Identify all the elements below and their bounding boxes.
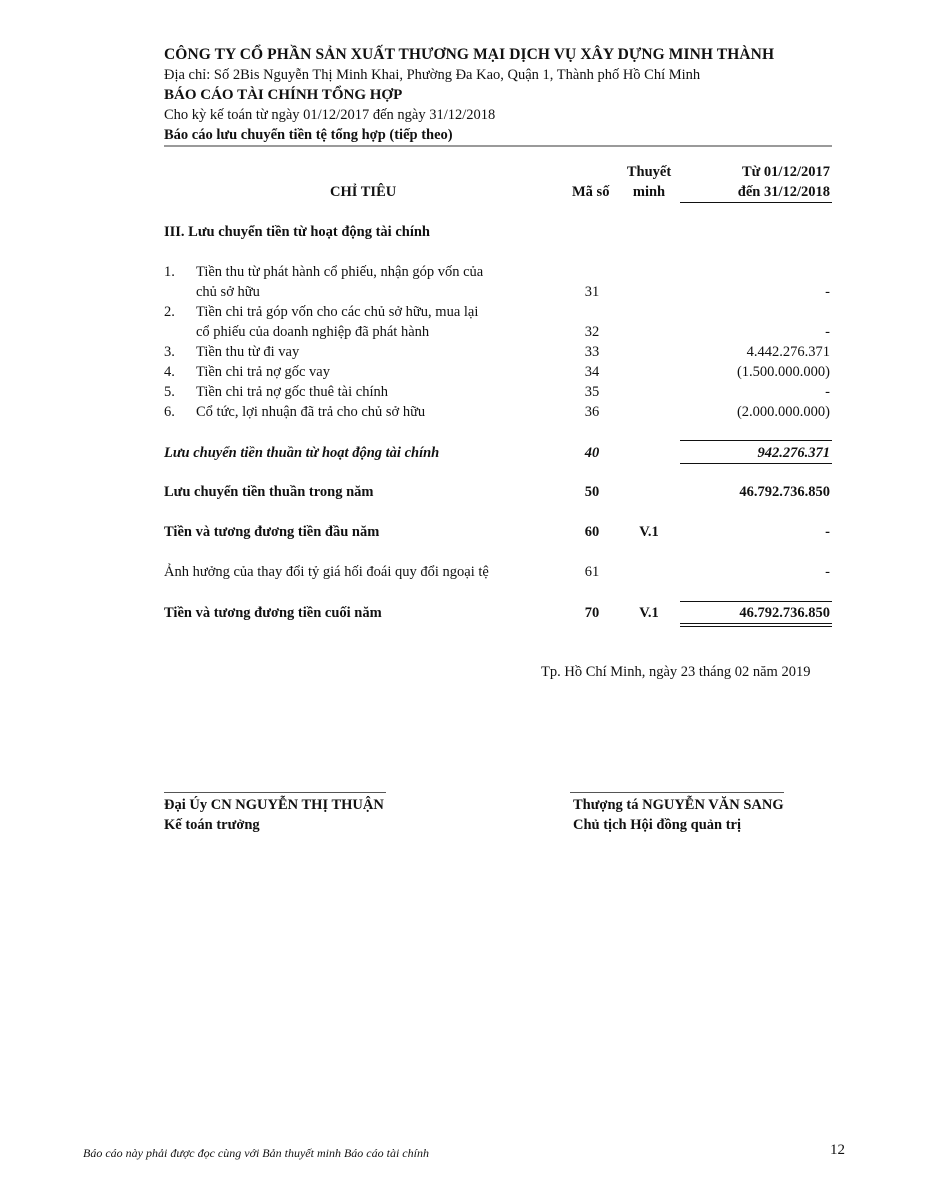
report-title: BÁO CÁO TÀI CHÍNH TỔNG HỢP — [164, 87, 403, 103]
total-label-opening-cash: Tiền và tương đương tiền đầu năm — [164, 524, 380, 540]
grand-total-double-rule-1 — [680, 623, 832, 624]
report-period: Cho kỳ kế toán từ ngày 01/12/2017 đến ngày 31/12/2018 — [164, 107, 496, 123]
total-code-financing: 40 — [584, 445, 600, 461]
item-number: 6. — [164, 404, 175, 420]
column-header-label: CHỈ TIÊU — [330, 184, 397, 200]
total-code-opening-cash: 60 — [584, 524, 600, 540]
item-code: 32 — [584, 324, 600, 340]
item-label: Tiền chi trả nợ gốc thuê tài chính — [196, 384, 388, 400]
item-code: 36 — [584, 404, 600, 420]
total-code-closing-cash: 70 — [584, 605, 600, 621]
grand-total-top-rule — [680, 601, 832, 602]
section-title: III. Lưu chuyển tiền từ hoạt động tài chính — [164, 224, 430, 240]
signature-line-right — [570, 792, 784, 793]
item-number: 3. — [164, 344, 175, 360]
item-amount: - — [825, 324, 830, 340]
signer-left-title: Kế toán trưởng — [164, 817, 260, 833]
subtotal-top-rule — [680, 440, 832, 441]
column-header-note-line2: minh — [632, 184, 666, 200]
item-label: Tiền chi trả nợ gốc vay — [196, 364, 330, 380]
subtotal-bottom-rule — [680, 463, 832, 464]
grand-total-double-rule-2 — [680, 626, 832, 627]
footer-note: Báo cáo này phải được đọc cùng với Bản thuyết minh Báo cáo tài chính — [83, 1146, 429, 1160]
header-divider — [164, 145, 832, 147]
item-amount: - — [825, 284, 830, 300]
total-note-closing-cash: V.1 — [639, 605, 659, 621]
item-amount: (2.000.000.000) — [736, 404, 830, 420]
total-code-net-cash: 50 — [584, 484, 600, 500]
item-number: 2. — [164, 304, 175, 320]
signature-line-left — [164, 792, 386, 793]
signer-left-name: Đại Úy CN NGUYỄN THỊ THUẬN — [164, 797, 384, 813]
total-label-closing-cash: Tiền và tương đương tiền cuối năm — [164, 605, 382, 621]
company-name: CÔNG TY CỔ PHẦN SẢN XUẤT THƯƠNG MẠI DỊCH VỤ XÂY DỰNG MINH THÀNH — [164, 46, 775, 63]
total-note-opening-cash: V.1 — [639, 524, 659, 540]
item-amount: (1.500.000.000) — [736, 364, 830, 380]
company-address: Địa chỉ: Số 2Bis Nguyễn Thị Minh Khai, Phường Đa Kao, Quận 1, Thành phố Hồ Chí Minh — [164, 67, 701, 83]
column-header-amount-line2: đến 31/12/2018 — [737, 184, 830, 200]
column-header-underline — [680, 202, 832, 203]
item-code: 35 — [584, 384, 600, 400]
item-code: 33 — [584, 344, 600, 360]
column-header-note-line1: Thuyết — [626, 164, 672, 180]
item-number: 1. — [164, 264, 175, 280]
place-date: Tp. Hồ Chí Minh, ngày 23 tháng 02 năm 2019 — [541, 664, 811, 680]
item-code: 34 — [584, 364, 600, 380]
signer-right-name: Thượng tá NGUYỄN VĂN SANG — [573, 797, 784, 813]
item-label: Tiền thu từ phát hành cổ phiếu, nhận góp vốn của — [196, 264, 484, 280]
fx-effect-code: 61 — [584, 564, 600, 580]
fx-effect-label: Ảnh hưởng của thay đổi tỷ giá hối đoái quy đổi ngoại tệ — [164, 564, 489, 580]
total-amount-net-cash: 46.792.736.850 — [739, 484, 830, 500]
item-code: 31 — [584, 284, 600, 300]
total-amount-closing-cash: 46.792.736.850 — [739, 605, 830, 621]
column-header-code: Mã số — [572, 184, 610, 200]
item-amount: 4.442.276.371 — [746, 344, 830, 360]
fx-effect-amount: - — [825, 564, 830, 580]
item-label-continued: cổ phiếu của doanh nghiệp đã phát hành — [196, 324, 430, 340]
item-number: 5. — [164, 384, 175, 400]
item-label: Tiền thu từ đi vay — [196, 344, 300, 360]
item-label-continued: chủ sở hữu — [196, 284, 260, 300]
column-header-amount-line1: Từ 01/12/2017 — [741, 164, 830, 180]
total-label-financing: Lưu chuyển tiền thuần từ hoạt động tài chính — [164, 445, 440, 461]
total-label-net-cash: Lưu chuyển tiền thuần trong năm — [164, 484, 374, 500]
signer-right-title: Chủ tịch Hội đồng quản trị — [573, 817, 742, 833]
item-number: 4. — [164, 364, 175, 380]
page-number: 12 — [830, 1142, 845, 1158]
item-label: Tiền chi trả góp vốn cho các chủ sở hữu, mua lại — [196, 304, 479, 320]
report-subtitle: Báo cáo lưu chuyển tiền tệ tổng hợp (tiếp theo) — [164, 127, 453, 143]
total-amount-opening-cash: - — [825, 524, 830, 540]
total-amount-financing: 942.276.371 — [757, 445, 830, 461]
item-label: Cổ tức, lợi nhuận đã trả cho chủ sở hữu — [196, 404, 426, 420]
item-amount: - — [825, 384, 830, 400]
